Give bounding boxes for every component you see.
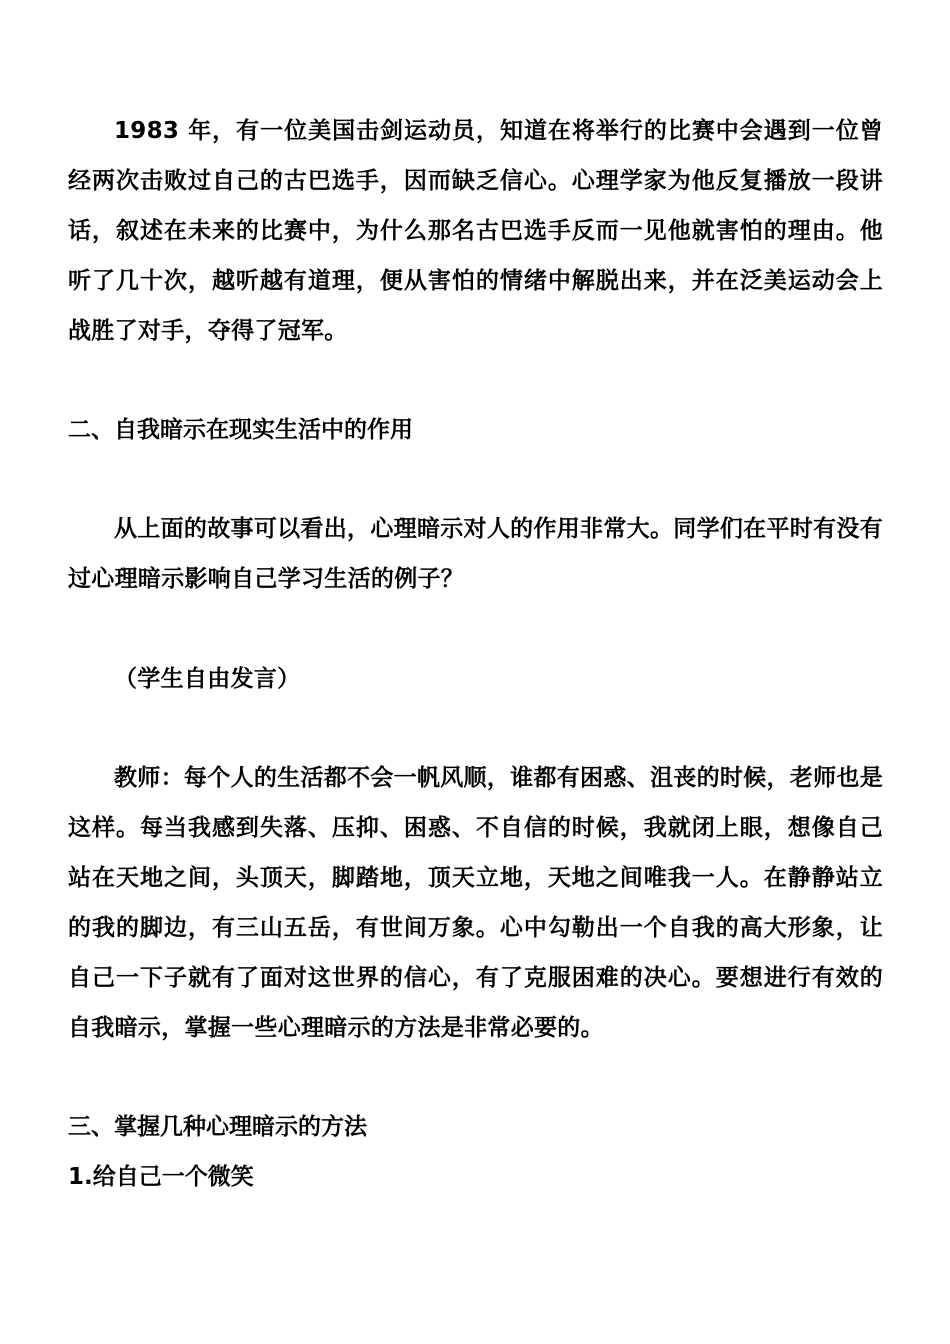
story-paragraph: 1983 年，有一位美国击剑运动员，知道在将举行的比赛中会遇到一位曾经两次击败过自己的古巴选手，因而缺乏信心。心理学家为他反复播放一段讲话，叙述在未来的比赛中，为什么那名古巴选手反而一见他就害怕的理由。他听了几十次，越听越有道理，便从害怕的情绪中解脱出来，并在泛美运动会上战胜了对手，夺得了冠军。 bbox=[68, 118, 883, 344]
teacher-paragraph: 教师：每个人的生活都不会一帆风顺，谁都有困惑、沮丧的时候，老师也是这样。每当我感到失落、压抑、困惑、不自信的时候，我就闭上眼，想像自己站在天地之间，头顶天，脚踏地，顶天立地，天地之间唯我一人。在静静站立的我的脚边，有三山五岳，有世间万象。心中勾勒出一个自我的高大形象，让自己一下子就有了面对这世界的信心，有了克服困难的决心。要想进行有效的自我暗示，掌握一些心理暗示的方法是非常必要的。 bbox=[68, 765, 883, 1041]
section-heading-2: 二、自我暗示在现实生活中的作用 bbox=[68, 417, 413, 443]
subheading-smile: 1.给自己一个微笑 bbox=[68, 1164, 254, 1190]
conclusion-paragraph: 从上面的故事可以看出，心理暗示对人的作用非常大。同学们在平时有没有过心理暗示影响自己学习生活的例子？ bbox=[68, 516, 883, 592]
student-speech-note: （学生自由发言） bbox=[114, 666, 301, 692]
section-heading-3: 三、掌握几种心理暗示的方法 bbox=[68, 1114, 367, 1140]
